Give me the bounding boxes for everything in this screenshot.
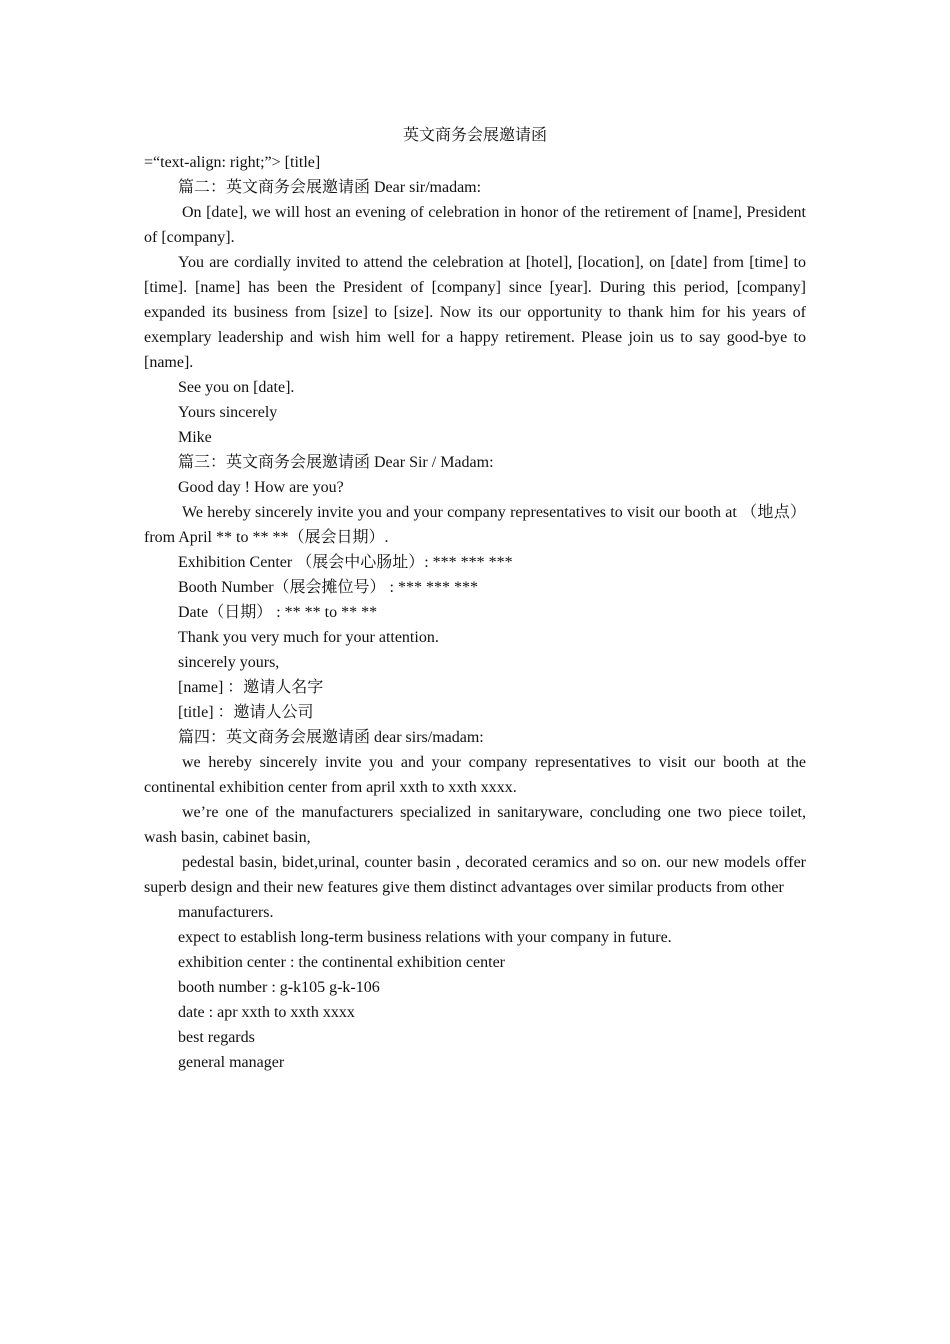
document-paragraph: date : apr xxth to xxth xxxx: [178, 1004, 355, 1021]
document-body: [144, 150, 806, 1075]
document-paragraph: exhibition center : the continental exhibition center: [178, 954, 505, 971]
document-paragraph: On [date], we will host an evening of celebration in honor of the retirement of [name], President of [company].: [144, 204, 806, 246]
document-title: 英文商务会展邀请函: [402, 127, 547, 144]
document-paragraph: Date（日期） : ** ** to ** **: [178, 604, 378, 621]
document-paragraph: we’re one of the manufacturers specialized in sanitaryware, concluding one two piece toilet, wash basin, cabinet basin,: [144, 804, 806, 846]
document-paragraph: Thank you very much for your attention.: [178, 629, 439, 646]
document-paragraph: expect to establish long-term business relations with your company in future.: [178, 929, 672, 946]
document-paragraph: 篇三：英文商务会展邀请函 Dear Sir / Madam:: [178, 454, 494, 471]
document-paragraph: 篇四：英文商务会展邀请函 dear sirs/madam:: [178, 729, 484, 746]
document-paragraph: best regards: [178, 1029, 255, 1046]
document-paragraph: Booth Number（展会摊位号） : *** *** ***: [178, 579, 478, 596]
document-paragraph: [name] ：邀请人名字: [178, 679, 324, 696]
document-paragraph: Yours sincerely: [178, 404, 278, 421]
document-paragraph: =“text-align: right;”> [title]: [144, 154, 321, 171]
document-paragraph: Mike: [178, 429, 212, 446]
document-paragraph: Exhibition Center （展会中心肠址）: *** *** ***: [178, 554, 513, 571]
document-paragraph: You are cordially invited to attend the celebration at [hotel], [location], on [date] from [time] to [time]. [name] has been the President of [company] since [year]. During this period, [company] expanded its business from [size] to [size]. Now its our opportunity to thank him for his years of exemplary leadership and wish him well for a happy retirement. Please join us to say good-bye to [name].: [144, 254, 806, 371]
document-paragraph: pedestal basin, bidet,urinal, counter basin , decorated ceramics and so on. our new models offer superb design and their new features give them distinct advantages over similar products from other: [144, 854, 806, 896]
document-paragraph: See you on [date].: [178, 379, 295, 396]
document-paragraph: We hereby sincerely invite you and your company representatives to visit our booth at （地点） from April ** to ** **（展会日期）.: [144, 504, 806, 546]
document-paragraph: sincerely yours,: [178, 654, 280, 671]
document-paragraph: Good day ! How are you?: [178, 479, 344, 496]
document-page: [144, 122, 806, 1075]
document-paragraph: general manager: [178, 1054, 285, 1071]
document-paragraph: 篇二：英文商务会展邀请函 Dear sir/madam:: [178, 179, 482, 196]
document-paragraph: [title] ：邀请人公司: [178, 704, 314, 721]
document-paragraph: manufacturers.: [178, 904, 274, 921]
document-paragraph: we hereby sincerely invite you and your company representatives to visit our booth at the continental exhibition center from april xxth to xxth xxxx.: [144, 754, 806, 796]
document-paragraph: booth number : g-k105 g-k-106: [178, 979, 380, 996]
